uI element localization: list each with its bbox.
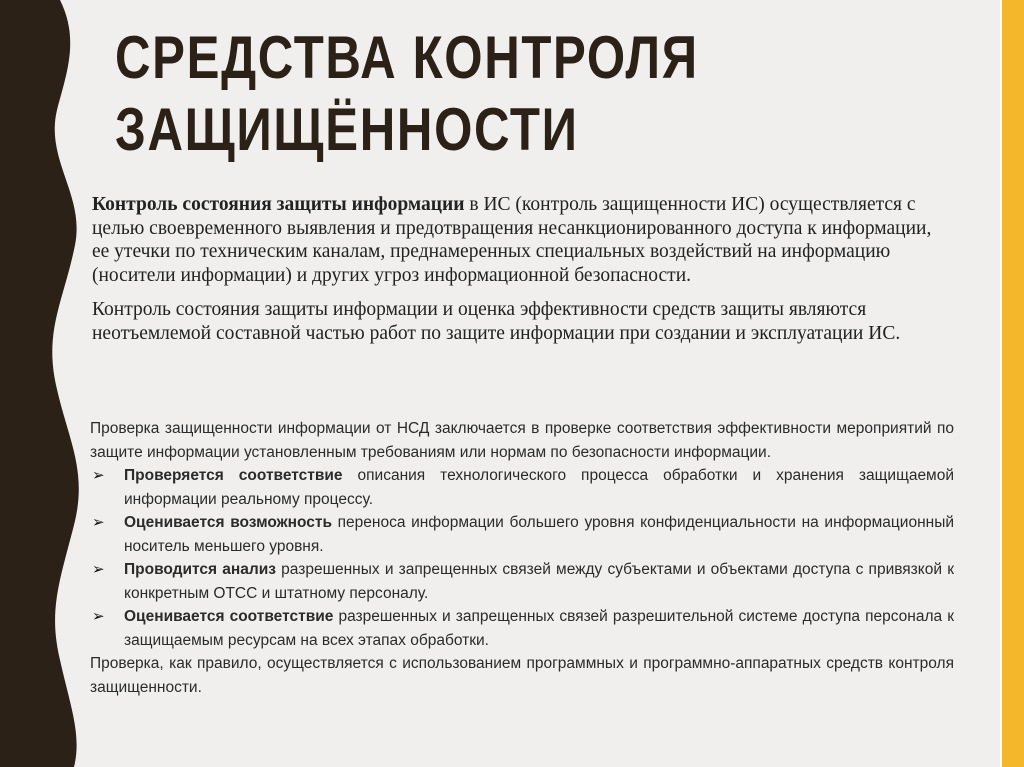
list-item-text: разрешенных и запрещенных связей между субъектами и объектами доступа с привязкой к конкретным ОТСС и штатному персоналу. xyxy=(124,561,954,602)
intro-paragraph-2: Контроль состояния защиты информации и оценка эффективности средств защиты являются неотъемлемой составной частью работ по защите информации при создании и эксплуатации ИС. xyxy=(92,299,901,344)
details-lead: Проверка защищенности информации от НСД заключается в проверке соответствия эффективности мероприятий по защите информации установленным требованиям или нормам по безопасности информации. xyxy=(90,420,954,461)
arrowhead-bullet-icon: ➢ xyxy=(92,467,105,484)
list-item-text: разрешенных и запрещенных связей разрешительной системе доступа персонала к защищаемым ресурсам на всех этапах обработки. xyxy=(124,608,954,649)
details-text xyxy=(90,417,954,699)
list-item xyxy=(90,511,954,558)
intro-paragraph-1-rest: в ИС (контроль защищенности ИС) осуществляется с целью своевременного выявления и предотвращения несанкционированного доступа к информации, ее утечки по техническим каналам, преднамеренных специальных воздействий на информацию (носители информации) и других угроз информационной безопасности. xyxy=(92,194,932,286)
intro-paragraph-1-bold: Контроль состояния защиты информации xyxy=(92,194,465,215)
arrowhead-bullet-icon: ➢ xyxy=(92,561,105,578)
list-item xyxy=(90,464,954,511)
arrowhead-bullet-icon: ➢ xyxy=(92,608,105,625)
list-item-text: описания технологического процесса обработки и хранения защищаемой информации реальному процессу. xyxy=(124,467,954,508)
bullet-list xyxy=(90,464,954,652)
intro-text xyxy=(92,193,952,356)
details-closing: Проверка, как правило, осуществляется с использованием программных и программно-аппаратных средств контроля защищенности. xyxy=(90,655,954,696)
slide-title-line-2: ЗАЩИЩЁННОСТИ xyxy=(115,96,579,163)
list-item-bold: Оценивается соответствие xyxy=(124,608,334,625)
slide-title-line-1: СРЕДСТВА КОНТРОЛЯ xyxy=(115,24,699,91)
list-item-bold: Оценивается возможность xyxy=(124,514,332,531)
list-item xyxy=(90,605,954,652)
list-item xyxy=(90,558,954,605)
arrowhead-bullet-icon: ➢ xyxy=(92,514,105,531)
list-item-bold: Проверяется соответствие xyxy=(124,467,343,484)
slide-title xyxy=(115,22,820,166)
list-item-text: переноса информации большего уровня конфиденциальности на информационный носитель меньшего уровня. xyxy=(124,514,954,555)
intro-paragraph-1 xyxy=(92,193,952,287)
list-item-bold: Проводится анализ xyxy=(124,561,276,578)
right-accent-bar xyxy=(1002,0,1024,767)
